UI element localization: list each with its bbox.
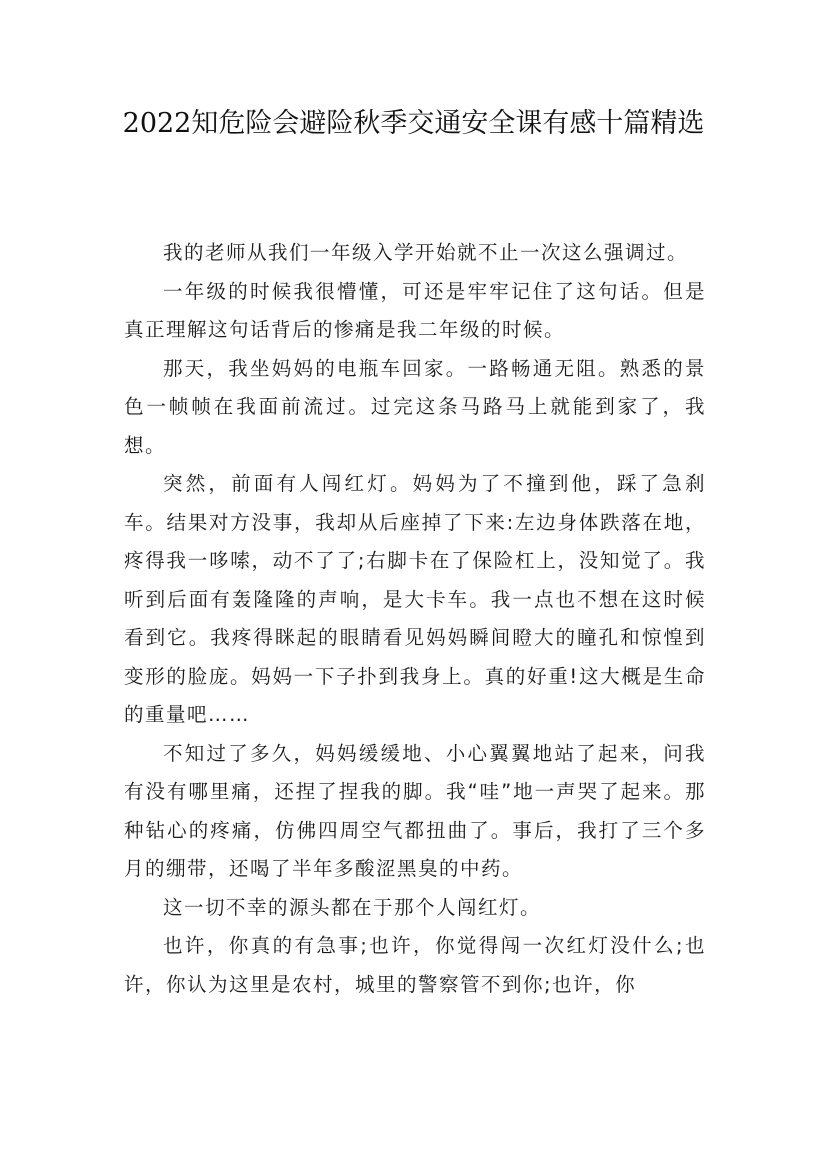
paragraph: 我的老师从我们一年级入学开始就不止一次这么强调过。 xyxy=(163,241,689,264)
paragraph: 这一切不幸的源头都在于那个人闯红灯。 xyxy=(163,895,542,919)
document-body xyxy=(124,234,706,1004)
paragraph: 那天，我坐妈妈的电瓶车回家。一路畅通无阻。熟悉的景色一帧帧在我面前流过。过完这条马路马上就能到家了，我想。 xyxy=(124,356,706,457)
paragraph: 不知过了多久，妈妈缓缓地、小心翼翼地站了起来，问我有没有哪里痛，还捏了捏我的脚。我“哇”地一声哭了起来。那种钻心的疼痛，仿佛四周空气都扭曲了。事后，我打了三个多月的绷带，还喝了半年多酸涩黑臭的中药。 xyxy=(124,741,706,880)
document-title: 2022知危险会避险秋季交通安全课有感十篇精选 xyxy=(122,108,705,139)
paragraph: 突然，前面有人闯红灯。妈妈为了不撞到他，踩了急刹车。结果对方没事，我却从后座掉了下来:左边身体跌落在地，疼得我一哆嗦，动不了了;右脚卡在了保险杠上，没知觉了。我听到后面有轰隆隆的声响，是大卡车。我一点也不想在这时候看到它。我疼得眯起的眼睛看见妈妈瞬间瞪大的瞳孔和惊惶到变形的脸庞。妈妈一下子扑到我身上。真的好重!这大概是生命的重量吧…… xyxy=(124,472,706,726)
paragraph: 也许，你真的有急事;也许，你觉得闯一次红灯没什么;也许，你认为这里是农村，城里的警察管不到你;也许，你 xyxy=(124,934,706,996)
paragraph: 一年级的时候我很懵懂，可还是牢牢记住了这句话。但是真正理解这句话背后的惨痛是我二年级的时候。 xyxy=(124,279,706,341)
